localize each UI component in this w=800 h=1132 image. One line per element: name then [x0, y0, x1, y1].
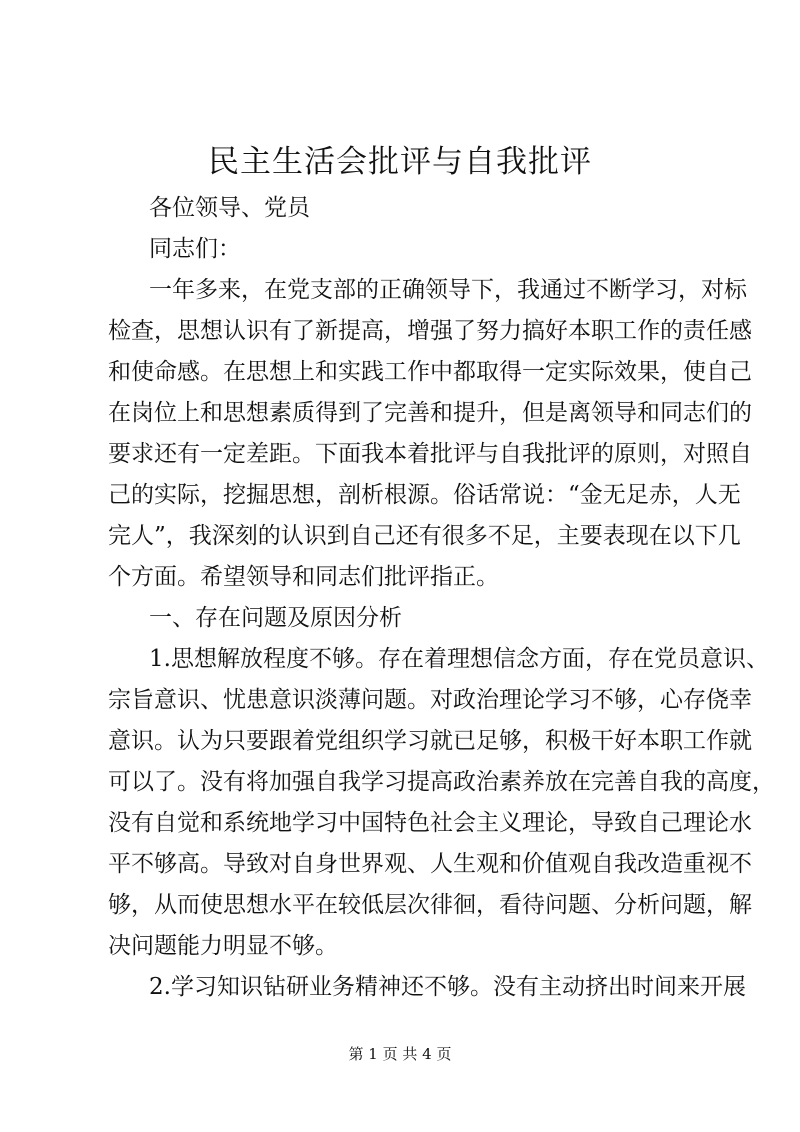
intro-line: 在岗位上和思想素质得到了完善和提升，但是离领导和同志们的	[108, 400, 752, 426]
item1-line: 够，从而使思想水平在较低层次徘徊，看待问题、分析问题，解	[108, 892, 752, 918]
item1-line: 1.思想解放程度不够。存在着理想信念方面，存在党员意识、	[149, 646, 769, 672]
intro-line: 己的实际，挖掘思想，剖析根源。俗话常说：“金无足赤，人无	[108, 482, 741, 508]
intro-line: 要求还有一定差距。下面我本着批评与自我批评的原则，对照自	[108, 441, 752, 467]
intro-line: 个方面。希望领导和同志们批评指正。	[108, 564, 499, 590]
intro-line: 检查，思想认识有了新提高，增强了努力搞好本职工作的责任感	[108, 318, 752, 344]
item1-line: 宗旨意识、忧患意识淡薄问题。对政治理论学习不够，心存侥幸	[108, 687, 752, 713]
item1-line: 平不够高。导致对自身世界观、人生观和价值观自我改造重视不	[108, 851, 752, 877]
intro-line: 完人”，我深刻的认识到自己还有很多不足，主要表现在以下几	[108, 523, 741, 549]
item1-line: 意识。认为只要跟着党组织学习就已足够，积极干好本职工作就	[108, 728, 752, 754]
document-title: 民主生活会批评与自我批评	[208, 144, 592, 180]
intro-line: 一年多来，在党支部的正确领导下，我通过不断学习，对标	[149, 277, 747, 303]
item1-line: 决问题能力明显不够。	[108, 933, 338, 959]
item1-line: 可以了。没有将加强自我学习提高政治素养放在完善自我的高度，	[108, 769, 775, 795]
page-footer: 第 1 页 共 4 页	[348, 1045, 452, 1063]
salutation-line-2: 同志们：	[149, 236, 241, 262]
section-heading: 一、存在问题及原因分析	[149, 605, 402, 631]
item2-line: 2.学习知识钻研业务精神还不够。没有主动挤出时间来开展	[149, 974, 746, 1000]
salutation-line-1: 各位领导、党员	[149, 195, 310, 221]
item1-line: 没有自觉和系统地学习中国特色社会主义理论，导致自己理论水	[108, 810, 752, 836]
intro-line: 和使命感。在思想上和实践工作中都取得一定实际效果，使自己	[108, 359, 752, 385]
